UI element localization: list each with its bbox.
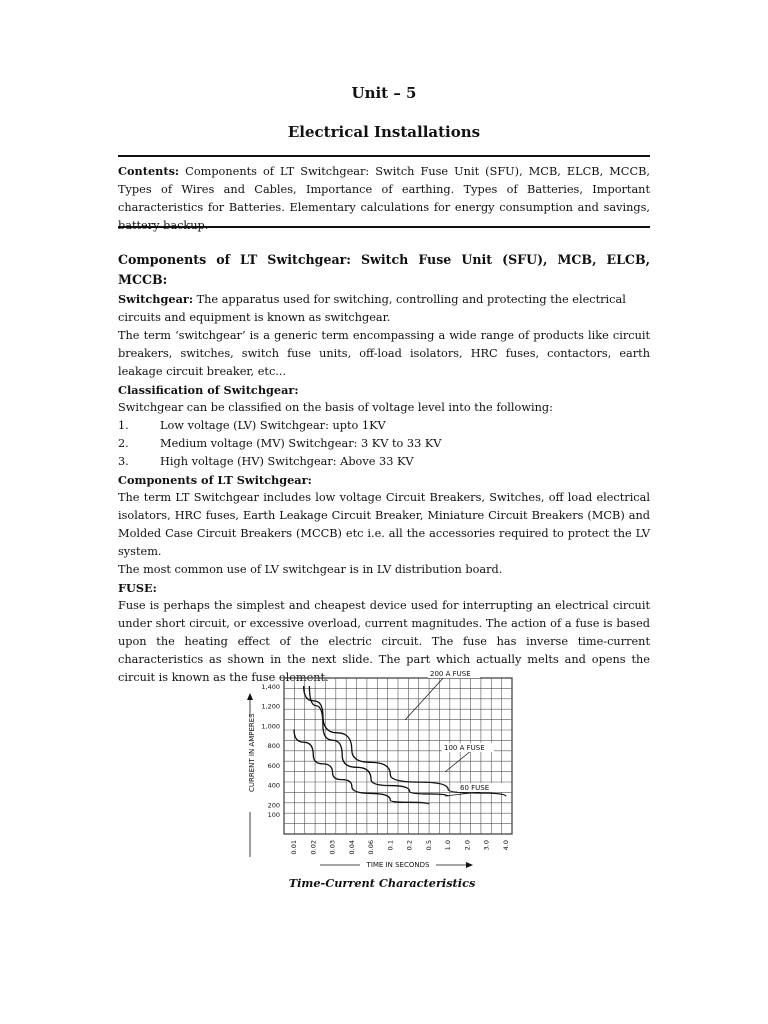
classification-intro: Switchgear can be classified on the basis of voltage level into the following: [118, 401, 553, 414]
x-tick-label: 0.01 [290, 840, 298, 855]
top-divider [118, 155, 650, 157]
common-use-paragraph: The most common use of LV switchgear is in LV distribution board. [118, 563, 503, 576]
series-leader-line [405, 676, 445, 720]
y-tick-label: 1,400 [261, 683, 280, 691]
time-current-chart [240, 662, 540, 872]
x-axis-label: TIME IN SECONDS [366, 861, 430, 869]
switchgear-text-2: circuits and equipment is known as switchgear. [118, 311, 391, 324]
fuse-paragraph: Fuse is perhaps the simplest and cheapest device used for interrupting an electrical circuit under short circuit, or excessive overload, current magnitudes. The action of a fuse is based upon the heating effect of the electric circuit. The fuse has inverse time-current characteristics as shown in the next slide. The part which actually melts and opens the circuit is known as the fuse element. [118, 599, 650, 684]
list-number: 3. [118, 455, 129, 468]
switchgear-label: Switchgear: [118, 292, 194, 306]
x-tick-label: 0.2 [405, 840, 414, 851]
contents-text: Components of LT Switchgear: Switch Fuse Unit (SFU), MCB, ELCB, MCCB, Types of Wires and Cables, Importance of earthing. Types of Batteries, Important characteristics for Batteries. Elementary calculations for energy consumption and savings, battery backup. [118, 165, 650, 232]
classification-heading: Classification of Switchgear: [118, 383, 299, 397]
y-tick-label: 200 [267, 801, 280, 810]
x-tick-label: 0.02 [309, 840, 318, 855]
x-tick-label: 0.5 [424, 840, 433, 851]
components-paragraph: The term LT Switchgear includes low voltage Circuit Breakers, Switches, off load electrical isolators, HRC fuses, Earth Leakage Circuit Breaker, Miniature Circuit Breakers (MCB) and Molded Case Circuit Breakers (MCCB) etc i.e. all the accessories required to protect the LV system. [118, 491, 650, 558]
bottom-divider [118, 226, 650, 228]
y-axis-label: CURRENT IN AMPERES [248, 713, 256, 792]
x-axis-arrow-head [466, 862, 473, 868]
x-tick-label: 0.04 [347, 840, 356, 855]
x-tick-label: 2.0 [463, 840, 472, 851]
y-tick-label: 100 [267, 811, 280, 820]
section-heading: Components of LT Switchgear: Switch Fuse Unit (SFU), MCB, ELCB, MCCB: [118, 252, 650, 287]
switchgear-definition [118, 290, 650, 327]
fuse-heading: FUSE: [118, 581, 157, 595]
x-tick-label: 1.0 [444, 840, 453, 851]
contents-label: Contents: [118, 164, 180, 178]
list-text: High voltage (HV) Switchgear: Above 33 KV [160, 455, 414, 468]
y-tick-label: 1,000 [261, 722, 280, 731]
section-body [118, 250, 650, 687]
chart-caption: Time-Current Characteristics [288, 876, 476, 890]
y-tick-label: 600 [267, 761, 280, 770]
contents-block [118, 162, 650, 235]
series-line [304, 686, 506, 796]
y-tick-label: 1,200 [261, 702, 280, 711]
list-text: Low voltage (LV) Switchgear: upto 1KV [160, 419, 386, 432]
x-tick-label: 3.0 [482, 840, 491, 851]
list-number: 2. [118, 437, 129, 450]
y-tick-label: 400 [267, 781, 280, 790]
list-item [118, 435, 650, 453]
x-tick-label: 0.03 [328, 840, 337, 855]
series-line [309, 686, 448, 796]
page-title: Electrical Installations [287, 123, 481, 141]
list-text: Medium voltage (MV) Switchgear: 3 KV to 33 KV [160, 437, 442, 450]
series-label: 100 A FUSE [444, 744, 485, 752]
list-item [118, 453, 650, 471]
term-paragraph: The term ‘switchgear’ is a generic term encompassing a wide range of products like circuit breakers, switches, switch fuse units, off-load isolators, HRC fuses, contactors, earth leakage circuit breaker, etc... [118, 329, 650, 378]
x-tick-label: 4.0 [502, 840, 510, 851]
x-tick-label: 0.06 [367, 840, 376, 855]
y-axis-arrow-head [247, 693, 253, 700]
components-heading: Components of LT Switchgear: [118, 473, 312, 487]
list-item [118, 417, 650, 435]
switchgear-text: The apparatus used for switching, controlling and protecting the electrical [196, 293, 626, 306]
list-number: 1. [118, 419, 129, 432]
series-label: 60 FUSE [460, 784, 490, 792]
unit-heading: Unit – 5 [351, 84, 417, 102]
y-tick-label: 800 [267, 742, 280, 751]
series-label: 200 A FUSE [430, 670, 471, 678]
x-tick-label: 0.1 [386, 840, 395, 851]
